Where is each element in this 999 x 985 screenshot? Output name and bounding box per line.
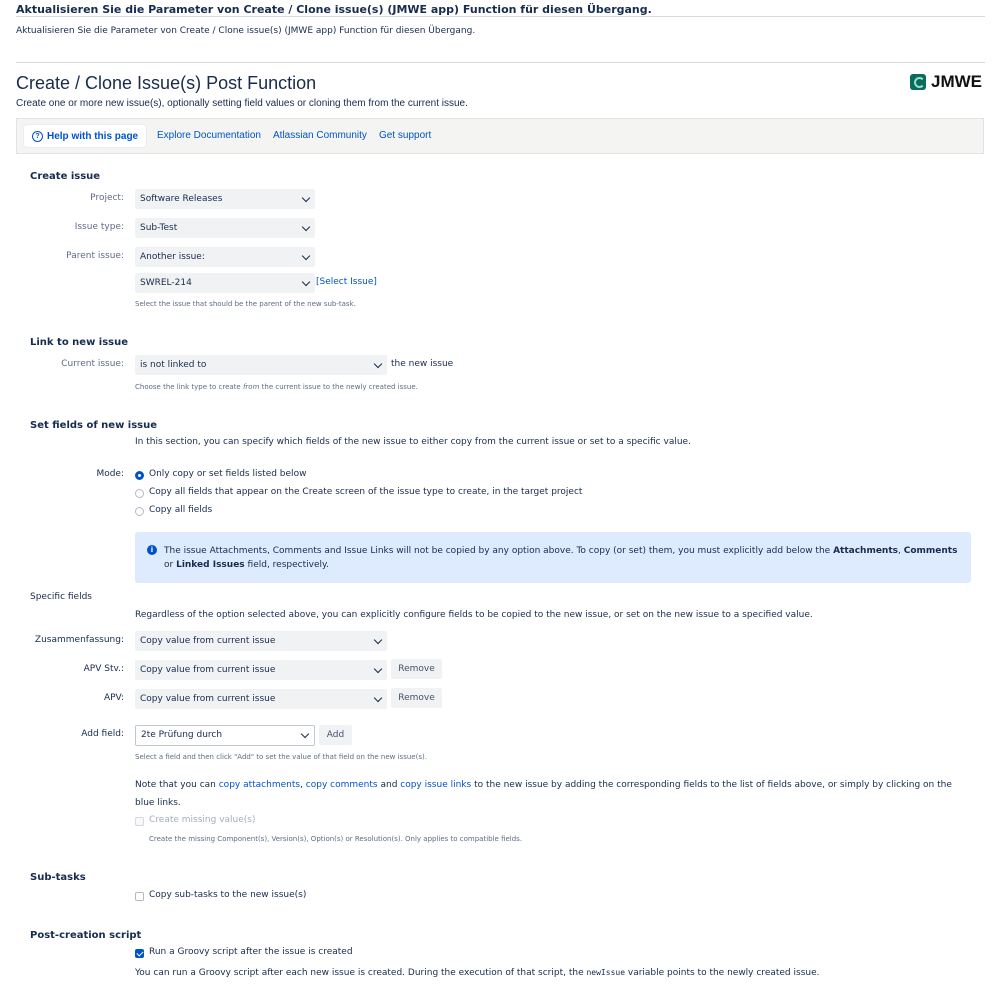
copy-attachments-link[interactable]: copy attachments bbox=[218, 780, 301, 790]
page-description: Aktualisieren Sie die Parameter von Create / Clone issue(s) (JMWE app) Function für diesen Übergang. bbox=[16, 26, 476, 36]
chevron-down-icon bbox=[374, 636, 382, 644]
create-missing-checkbox[interactable] bbox=[135, 817, 144, 826]
new-issue-code: newIssue bbox=[586, 968, 626, 977]
question-icon: ? bbox=[32, 131, 43, 142]
apv-select[interactable] bbox=[135, 689, 387, 709]
project-label: Project: bbox=[90, 193, 124, 203]
field-label: Zusammenfassung: bbox=[34, 635, 124, 645]
specific-fields-heading: Specific fields bbox=[30, 592, 92, 602]
parent-issue-value: Another issue: bbox=[140, 252, 205, 262]
field-value: Copy value from current issue bbox=[140, 665, 276, 675]
add-field-hint: Select a field and then click "Add" to set the value of that field on the new issue(s). bbox=[135, 753, 427, 761]
chevron-down-icon bbox=[374, 360, 382, 368]
copy-issue-links-link[interactable]: copy issue links bbox=[400, 780, 472, 790]
apv-stv-select[interactable] bbox=[135, 660, 387, 680]
link-type-select[interactable] bbox=[135, 355, 387, 375]
remove-apv-button[interactable]: Remove bbox=[391, 688, 442, 708]
zusammenfassung-select[interactable] bbox=[135, 631, 387, 651]
field-value: Copy value from current issue bbox=[140, 636, 276, 646]
add-field-value: 2te Prüfung durch bbox=[141, 730, 223, 740]
section-sub-tasks: Sub-tasks bbox=[30, 872, 86, 883]
create-missing-label: Create missing value(s) bbox=[149, 815, 256, 825]
link-type-value: is not linked to bbox=[140, 360, 207, 370]
current-issue-label: Current issue: bbox=[61, 359, 124, 369]
parent-issue-label: Parent issue: bbox=[66, 251, 124, 261]
add-field-button[interactable]: Add bbox=[319, 725, 352, 745]
project-select[interactable] bbox=[135, 189, 315, 209]
copy-subtasks-label: Copy sub-tasks to the new issue(s) bbox=[149, 890, 307, 900]
copy-note: Note that you can copy attachments, copy comments and copy issue links to the new issue by adding the corresponding fields to the list of fields above, or simply by clicking on the blue links. bbox=[135, 780, 952, 808]
mode-option-label: Only copy or set fields listed below bbox=[149, 469, 307, 479]
mode-option-label: Copy all fields that appear on the Create screen of the issue type to create, in the target project bbox=[149, 487, 583, 497]
link-suffix: the new issue bbox=[391, 359, 454, 369]
run-groovy-script-checkbox[interactable] bbox=[135, 949, 144, 958]
info-text: The issue Attachments, Comments and Issue Links will not be copied by any option above. To copy (or set) them, you must explicitly add below the Attachments, Comments or Linked Issues field, respectively. bbox=[164, 546, 958, 570]
copy-comments-link[interactable]: copy comments bbox=[305, 780, 378, 790]
run-groovy-script-label: Run a Groovy script after the issue is created bbox=[149, 947, 353, 957]
chevron-down-icon bbox=[302, 194, 310, 202]
remove-apv-stv-button[interactable]: Remove bbox=[391, 659, 442, 679]
page-title: Create / Clone Issue(s) Post Function bbox=[16, 73, 317, 93]
section-link-to-new-issue: Link to new issue bbox=[30, 337, 129, 348]
mode-radio-create-screen[interactable] bbox=[135, 489, 144, 498]
field-label: APV: bbox=[103, 693, 124, 703]
parent-issue-key-value: SWREL-214 bbox=[140, 278, 192, 288]
mode-radio-only-listed[interactable] bbox=[135, 471, 144, 480]
help-button-label: Help with this page bbox=[47, 130, 139, 142]
info-icon: i bbox=[147, 545, 157, 555]
project-value: Software Releases bbox=[140, 194, 223, 204]
parent-issue-select[interactable] bbox=[135, 247, 315, 267]
explore-documentation-link[interactable]: Explore Documentation bbox=[157, 130, 261, 141]
parent-issue-key-select[interactable] bbox=[135, 273, 315, 293]
chevron-down-icon bbox=[302, 252, 310, 260]
issue-type-label: Issue type: bbox=[74, 222, 124, 232]
issue-type-value: Sub-Test bbox=[140, 223, 178, 233]
page-subtitle: Create one or more new issue(s), optionally setting field values or cloning them from the current issue. bbox=[16, 98, 468, 109]
get-support-link[interactable]: Get support bbox=[379, 130, 432, 141]
set-fields-intro: In this section, you can specify which fields of the new issue to either copy from the current issue or set to a specific value. bbox=[135, 437, 691, 447]
select-issue-link[interactable]: [Select Issue] bbox=[316, 277, 377, 287]
mode-label: Mode: bbox=[96, 469, 124, 479]
logo-text: JMWE bbox=[931, 72, 982, 91]
chevron-down-icon bbox=[302, 278, 310, 286]
jmwe-logo-icon bbox=[910, 74, 926, 90]
atlassian-community-link[interactable]: Atlassian Community bbox=[273, 130, 367, 141]
mode-radio-all-fields[interactable] bbox=[135, 507, 144, 516]
field-label: APV Stv.: bbox=[83, 664, 124, 674]
section-create-issue: Create issue bbox=[30, 171, 101, 182]
add-field-label: Add field: bbox=[81, 729, 124, 739]
link-hint: Choose the link type to create from the current issue to the newly created issue. bbox=[135, 383, 418, 391]
jmwe-logo bbox=[910, 72, 982, 92]
chevron-down-icon bbox=[302, 223, 310, 231]
chevron-down-icon bbox=[301, 730, 309, 738]
issue-type-select[interactable] bbox=[135, 218, 315, 238]
parent-issue-hint: Select the issue that should be the parent of the new sub-task. bbox=[135, 300, 356, 308]
specific-fields-intro: Regardless of the option selected above, you can explicitly configure fields to be copied to the new issue, or set on the new issue to a specified value. bbox=[135, 610, 813, 620]
field-value: Copy value from current issue bbox=[140, 694, 276, 704]
section-post-creation-script: Post-creation script bbox=[30, 930, 142, 941]
add-field-select[interactable] bbox=[135, 725, 315, 746]
create-missing-hint: Create the missing Component(s), Version(s), Option(s) or Resolution(s). Only applies to compatible fields. bbox=[149, 835, 523, 843]
post-script-description: You can run a Groovy script after each new issue is created. During the execution of that script, the newIssue variable points to the newly created issue. bbox=[135, 968, 820, 978]
mode-option-label: Copy all fields bbox=[149, 505, 213, 515]
chevron-down-icon bbox=[374, 694, 382, 702]
page-heading: Aktualisieren Sie die Parameter von Create / Clone issue(s) (JMWE app) Function für diesen Übergang. bbox=[16, 3, 652, 16]
help-with-page-button[interactable] bbox=[24, 125, 146, 147]
section-set-fields: Set fields of new issue bbox=[30, 420, 158, 431]
chevron-down-icon bbox=[374, 665, 382, 673]
divider bbox=[16, 62, 985, 63]
copy-subtasks-checkbox[interactable] bbox=[135, 892, 144, 901]
divider bbox=[16, 16, 985, 17]
